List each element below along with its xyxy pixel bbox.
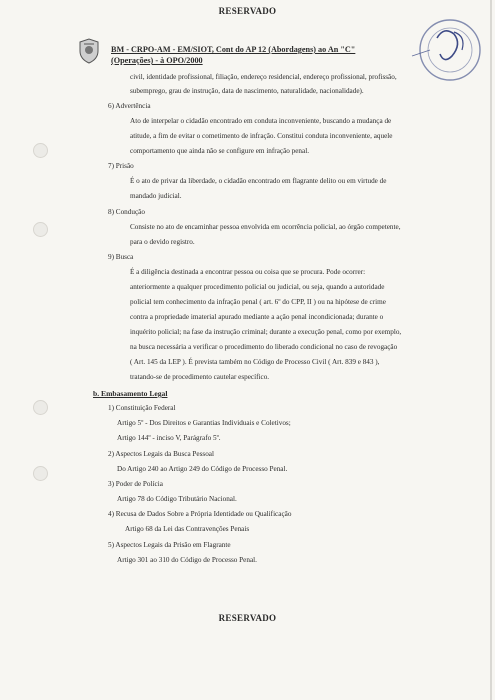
paragraph-line: É a diligência destinada a encontrar pessoa ou coisa que se procura. Pode ocorrer: [130,268,366,276]
classification-footer: RESERVADO [218,613,277,623]
punch-hole [33,466,48,481]
item-title: 3) Poder de Polícia [108,480,163,488]
paragraph-line: atitude, a fim de evitar o cometimento de infração. Constitui conduta inconveniente, aquele [130,132,393,140]
paragraph-line: Artigo 5º - Dos Direitos e Garantias Individuais e Coletivos; [117,419,291,427]
punch-hole [33,222,48,237]
paragraph-line: civil, identidade profissional, filiação, endereço residencial, endereço profissional, profissão, [130,73,397,81]
paragraph-line: Ato de interpelar o cidadão encontrado em conduta inconveniente, buscando a mudança de [130,117,392,125]
paragraph-line: Artigo 78 do Código Tributário Nacional. [117,495,237,503]
coat-of-arms-icon [78,38,100,64]
paragraph-line: para o devido registro. [130,238,195,246]
page-edge [490,0,492,700]
item-title: 6) Advertência [108,102,151,110]
item-title: 1) Constituição Federal [108,404,176,412]
paragraph-line: contra a propriedade imaterial apurado mediante a ação penal incondicionada; durante o [130,313,384,321]
paragraph-line: anteriormente a qualquer procedimento policial ou judicial, ou seja, quando a autoridade [130,283,385,291]
paragraph-line: comportamento que ainda não se configure em infração penal. [130,147,310,155]
punch-hole [33,143,48,158]
item-title: 2) Aspectos Legais da Busca Pessoal [108,450,214,458]
official-seal-stamp-icon [392,16,486,88]
paragraph-line: Artigo 68 da Lei das Contravenções Penais [125,525,250,533]
paragraph-line: subemprego, grau de instrução, data de nascimento, naturalidade, nacionalidade). [130,87,364,95]
paragraph-line: na busca necessária a verificar o procedimento do liberado condicional no caso de revogação [130,343,398,351]
item-title: 4) Recusa de Dados Sobre a Própria Identidade ou Qualificação [108,510,292,518]
item-title: 5) Aspectos Legais da Prisão em Flagrante [108,541,231,549]
punch-hole [33,400,48,415]
paragraph-line: tratando-se de procedimento cautelar específico. [130,373,270,381]
paragraph-line: Artigo 301 ao 310 do Código de Processo Penal. [117,556,257,564]
paragraph-line: Do Artigo 240 ao Artigo 249 do Código de Processo Penal. [117,465,288,473]
classification-header: RESERVADO [218,6,277,16]
paragraph-line: Artigo 144º - inciso V, Parágrafo 5º. [117,434,221,442]
item-title: 8) Condução [108,208,145,216]
item-title: 7) Prisão [108,162,134,170]
item-title: 9) Busca [108,253,134,261]
paragraph-line: mandado judicial. [130,192,182,200]
section-heading: b. Embasamento Legal [93,389,168,398]
paragraph-line: Consiste no ato de encaminhar pessoa envolvida em ocorrência policial, ao órgão competente, [130,223,401,231]
paragraph-line: policial tem conhecimento da infração penal ( art. 6º do CPP, II ) ou na hipótese de crime [130,298,386,306]
document-reference-line2: (Operações) - à OPO/2000 [111,56,203,65]
paragraph-line: É o ato de privar da liberdade, o cidadão encontrado em flagrante delito ou em virtude de [130,177,387,185]
paragraph-line: inquérito policial; na fase da instrução criminal; durante a execução penal, como por exemplo, [130,328,402,336]
document-reference-line1: BM - CRPO-AM - EM/SIOT, Cont do AP 12 (Abordagens) ao An "C" [111,45,356,54]
paragraph-line: ( Art. 145 da LEP ). É prevista também no Código de Processo Civil ( Art. 839 e 843 ), [130,358,380,366]
